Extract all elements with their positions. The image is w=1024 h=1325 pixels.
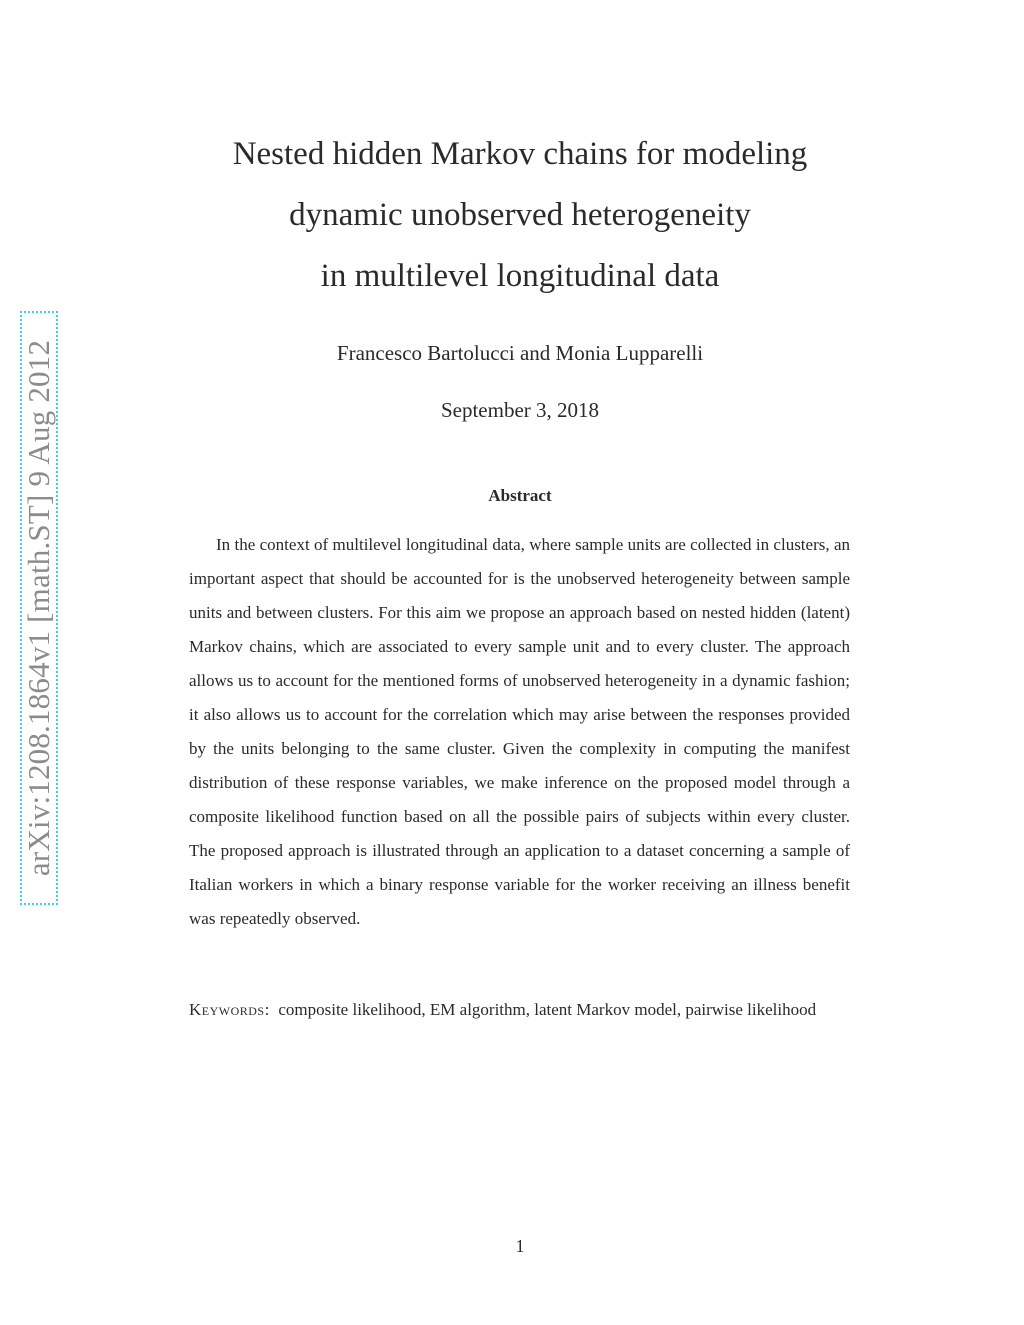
title-line: Nested hidden Markov chains for modeling [232, 136, 808, 172]
keywords-label: Keywords: [189, 1000, 270, 1019]
keywords-text: composite likelihood, EM algorithm, latent Markov model, pairwise likelihood [278, 1000, 817, 1019]
authors: Francesco Bartolucci and Monia Lupparelli [336, 341, 704, 365]
title-line: dynamic unobserved heterogeneity [289, 197, 751, 233]
page-number: 1 [515, 1236, 525, 1256]
abstract-body: In the context of multilevel longitudinal data, where sample units are collected in clusters, an important aspect that should be accounted for is the unobserved heterogeneity between sample units and between clusters. For this aim we propose an approach based on nested hidden (latent) Markov chains, which are associated to every sample unit and to every cluster. The approach allows us to account for the mentioned forms of unobserved heterogeneity in a dynamic fashion; it also allows us to account for the correlation which may arise between the responses provided by the units belonging to the same cluster. Given the complexity in computing the manifest distribution of these response variables, we make inference on the proposed model through a composite likelihood function based on all the possible pairs of subjects within every cluster. The proposed approach is illustrated through an application to a dataset concerning a sample of Italian workers in which a binary response variable for the worker receiving an illness benefit was repeatedly observed. [189, 535, 850, 928]
arxiv-stamp[interactable]: arXiv:1208.1864v1 [math.ST] 9 Aug 2012 [21, 339, 56, 877]
abstract-heading: Abstract [488, 486, 552, 505]
title-line: in multilevel longitudinal data [320, 258, 720, 294]
publication-date: September 3, 2018 [440, 398, 600, 422]
keywords [189, 993, 850, 1027]
paper-title [0, 124, 1024, 307]
